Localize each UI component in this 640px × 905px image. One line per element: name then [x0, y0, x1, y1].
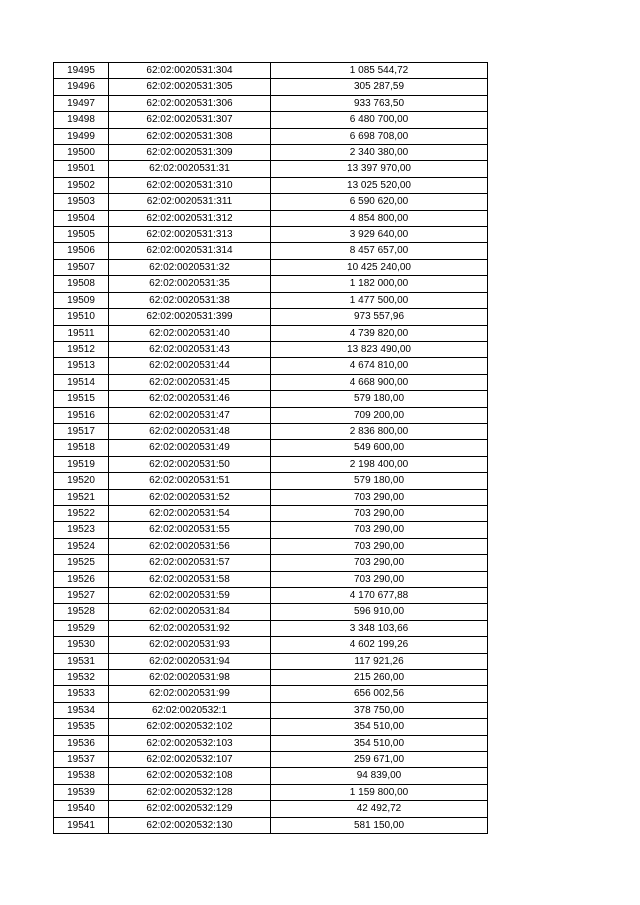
value-cell: 579 180,00 — [271, 391, 488, 407]
value-cell: 581 150,00 — [271, 817, 488, 833]
row-number-cell: 19534 — [54, 702, 109, 718]
row-number-cell: 19536 — [54, 735, 109, 751]
row-number-cell: 19510 — [54, 309, 109, 325]
row-number-cell: 19516 — [54, 407, 109, 423]
table-body — [54, 63, 488, 834]
value-cell: 13 025 520,00 — [271, 177, 488, 193]
cadastral-number-cell: 62:02:0020531:94 — [109, 653, 271, 669]
cadastral-number-cell: 62:02:0020531:93 — [109, 637, 271, 653]
cadastral-number-cell: 62:02:0020532:103 — [109, 735, 271, 751]
row-number-cell: 19525 — [54, 555, 109, 571]
cadastral-number-cell: 62:02:0020531:38 — [109, 292, 271, 308]
value-cell: 13 397 970,00 — [271, 161, 488, 177]
cadastral-number-cell: 62:02:0020532:129 — [109, 801, 271, 817]
value-cell: 596 910,00 — [271, 604, 488, 620]
value-cell: 703 290,00 — [271, 571, 488, 587]
value-cell: 549 600,00 — [271, 440, 488, 456]
row-number-cell: 19538 — [54, 768, 109, 784]
value-cell: 3 929 640,00 — [271, 227, 488, 243]
row-number-cell: 19539 — [54, 784, 109, 800]
row-number-cell: 19507 — [54, 259, 109, 275]
table-row — [54, 128, 488, 144]
cadastral-number-cell: 62:02:0020532:102 — [109, 719, 271, 735]
value-cell: 10 425 240,00 — [271, 259, 488, 275]
row-number-cell: 19496 — [54, 79, 109, 95]
row-number-cell: 19506 — [54, 243, 109, 259]
table-row — [54, 538, 488, 554]
table-row — [54, 161, 488, 177]
value-cell: 703 290,00 — [271, 522, 488, 538]
table-row — [54, 637, 488, 653]
row-number-cell: 19537 — [54, 752, 109, 768]
value-cell: 215 260,00 — [271, 670, 488, 686]
row-number-cell: 19515 — [54, 391, 109, 407]
value-cell: 1 085 544,72 — [271, 63, 488, 79]
value-cell: 354 510,00 — [271, 719, 488, 735]
value-cell: 4 668 900,00 — [271, 374, 488, 390]
table-row — [54, 801, 488, 817]
value-cell: 4 854 800,00 — [271, 210, 488, 226]
value-cell: 656 002,56 — [271, 686, 488, 702]
cadastral-number-cell: 62:02:0020531:399 — [109, 309, 271, 325]
table-row — [54, 210, 488, 226]
table-row — [54, 670, 488, 686]
cadastral-number-cell: 62:02:0020531:31 — [109, 161, 271, 177]
cadastral-number-cell: 62:02:0020532:130 — [109, 817, 271, 833]
value-cell: 973 557,96 — [271, 309, 488, 325]
table-row — [54, 374, 488, 390]
cadastral-number-cell: 62:02:0020531:56 — [109, 538, 271, 554]
value-cell: 703 290,00 — [271, 555, 488, 571]
row-number-cell: 19513 — [54, 358, 109, 374]
table-row — [54, 325, 488, 341]
row-number-cell: 19501 — [54, 161, 109, 177]
table-row — [54, 79, 488, 95]
cadastral-number-cell: 62:02:0020531:44 — [109, 358, 271, 374]
cadastral-number-cell: 62:02:0020531:304 — [109, 63, 271, 79]
table-row — [54, 817, 488, 833]
cadastral-number-cell: 62:02:0020531:307 — [109, 112, 271, 128]
value-cell: 2 340 380,00 — [271, 145, 488, 161]
cadastral-number-cell: 62:02:0020531:32 — [109, 259, 271, 275]
table-row — [54, 752, 488, 768]
cadastral-number-cell: 62:02:0020531:40 — [109, 325, 271, 341]
value-cell: 2 836 800,00 — [271, 423, 488, 439]
row-number-cell: 19529 — [54, 620, 109, 636]
value-cell: 1 182 000,00 — [271, 276, 488, 292]
table-row — [54, 784, 488, 800]
table-row — [54, 63, 488, 79]
value-cell: 3 348 103,66 — [271, 620, 488, 636]
row-number-cell: 19520 — [54, 473, 109, 489]
row-number-cell: 19521 — [54, 489, 109, 505]
table-row — [54, 555, 488, 571]
value-cell: 354 510,00 — [271, 735, 488, 751]
cadastral-number-cell: 62:02:0020531:52 — [109, 489, 271, 505]
table-row — [54, 95, 488, 111]
table-row — [54, 702, 488, 718]
cadastral-number-cell: 62:02:0020531:45 — [109, 374, 271, 390]
cadastral-number-cell: 62:02:0020532:108 — [109, 768, 271, 784]
row-number-cell: 19511 — [54, 325, 109, 341]
value-cell: 1 159 800,00 — [271, 784, 488, 800]
cadastral-number-cell: 62:02:0020531:92 — [109, 620, 271, 636]
value-cell: 259 671,00 — [271, 752, 488, 768]
value-cell: 709 200,00 — [271, 407, 488, 423]
row-number-cell: 19522 — [54, 505, 109, 521]
cadastral-number-cell: 62:02:0020531:312 — [109, 210, 271, 226]
cadastral-number-cell: 62:02:0020531:311 — [109, 194, 271, 210]
row-number-cell: 19517 — [54, 423, 109, 439]
value-cell: 8 457 657,00 — [271, 243, 488, 259]
table-row — [54, 522, 488, 538]
table-row — [54, 407, 488, 423]
cadastral-number-cell: 62:02:0020532:1 — [109, 702, 271, 718]
value-cell: 579 180,00 — [271, 473, 488, 489]
cadastral-number-cell: 62:02:0020531:47 — [109, 407, 271, 423]
table-row — [54, 423, 488, 439]
table-row — [54, 145, 488, 161]
table-row — [54, 391, 488, 407]
cadastral-number-cell: 62:02:0020531:57 — [109, 555, 271, 571]
row-number-cell: 19533 — [54, 686, 109, 702]
row-number-cell: 19498 — [54, 112, 109, 128]
row-number-cell: 19508 — [54, 276, 109, 292]
cadastral-number-cell: 62:02:0020531:309 — [109, 145, 271, 161]
table-row — [54, 243, 488, 259]
value-cell: 13 823 490,00 — [271, 341, 488, 357]
value-cell: 6 480 700,00 — [271, 112, 488, 128]
table-row — [54, 588, 488, 604]
value-cell: 6 698 708,00 — [271, 128, 488, 144]
row-number-cell: 19514 — [54, 374, 109, 390]
row-number-cell: 19524 — [54, 538, 109, 554]
row-number-cell: 19523 — [54, 522, 109, 538]
table-row — [54, 768, 488, 784]
row-number-cell: 19528 — [54, 604, 109, 620]
row-number-cell: 19499 — [54, 128, 109, 144]
cadastral-number-cell: 62:02:0020531:84 — [109, 604, 271, 620]
table-row — [54, 456, 488, 472]
value-cell: 4 674 810,00 — [271, 358, 488, 374]
value-cell: 6 590 620,00 — [271, 194, 488, 210]
value-cell: 4 739 820,00 — [271, 325, 488, 341]
table-row — [54, 292, 488, 308]
value-cell: 117 921,26 — [271, 653, 488, 669]
cadastral-number-cell: 62:02:0020531:305 — [109, 79, 271, 95]
table-row — [54, 358, 488, 374]
row-number-cell: 19535 — [54, 719, 109, 735]
value-cell: 4 602 199,26 — [271, 637, 488, 653]
row-number-cell: 19500 — [54, 145, 109, 161]
cadastral-number-cell: 62:02:0020531:35 — [109, 276, 271, 292]
table-row — [54, 686, 488, 702]
row-number-cell: 19532 — [54, 670, 109, 686]
cadastral-number-cell: 62:02:0020531:55 — [109, 522, 271, 538]
row-number-cell: 19504 — [54, 210, 109, 226]
cadastral-number-cell: 62:02:0020531:313 — [109, 227, 271, 243]
row-number-cell: 19495 — [54, 63, 109, 79]
cadastral-number-cell: 62:02:0020531:58 — [109, 571, 271, 587]
cadastral-number-cell: 62:02:0020531:306 — [109, 95, 271, 111]
row-number-cell: 19526 — [54, 571, 109, 587]
table-row — [54, 194, 488, 210]
cadastral-number-cell: 62:02:0020532:128 — [109, 784, 271, 800]
table-row — [54, 653, 488, 669]
table-row — [54, 489, 488, 505]
table-row — [54, 440, 488, 456]
row-number-cell: 19502 — [54, 177, 109, 193]
value-cell: 933 763,50 — [271, 95, 488, 111]
value-cell: 4 170 677,88 — [271, 588, 488, 604]
cadastral-number-cell: 62:02:0020531:310 — [109, 177, 271, 193]
cadastral-number-cell: 62:02:0020531:48 — [109, 423, 271, 439]
value-cell: 703 290,00 — [271, 505, 488, 521]
cadastral-number-cell: 62:02:0020531:314 — [109, 243, 271, 259]
row-number-cell: 19519 — [54, 456, 109, 472]
value-cell: 703 290,00 — [271, 538, 488, 554]
table-row — [54, 505, 488, 521]
table-row — [54, 112, 488, 128]
value-cell: 305 287,59 — [271, 79, 488, 95]
row-number-cell: 19509 — [54, 292, 109, 308]
value-cell: 42 492,72 — [271, 801, 488, 817]
value-cell: 2 198 400,00 — [271, 456, 488, 472]
table-row — [54, 276, 488, 292]
table-row — [54, 473, 488, 489]
row-number-cell: 19503 — [54, 194, 109, 210]
cadastral-number-cell: 62:02:0020531:98 — [109, 670, 271, 686]
table-row — [54, 259, 488, 275]
row-number-cell: 19527 — [54, 588, 109, 604]
row-number-cell: 19530 — [54, 637, 109, 653]
cadastral-number-cell: 62:02:0020531:308 — [109, 128, 271, 144]
row-number-cell: 19505 — [54, 227, 109, 243]
row-number-cell: 19540 — [54, 801, 109, 817]
table-row — [54, 309, 488, 325]
row-number-cell: 19497 — [54, 95, 109, 111]
value-cell: 703 290,00 — [271, 489, 488, 505]
cadastral-number-cell: 62:02:0020531:49 — [109, 440, 271, 456]
value-cell: 378 750,00 — [271, 702, 488, 718]
value-cell: 1 477 500,00 — [271, 292, 488, 308]
cadastral-number-cell: 62:02:0020531:51 — [109, 473, 271, 489]
cadastral-number-cell: 62:02:0020531:54 — [109, 505, 271, 521]
row-number-cell: 19512 — [54, 341, 109, 357]
table-row — [54, 227, 488, 243]
table-row — [54, 604, 488, 620]
cadastral-number-cell: 62:02:0020531:59 — [109, 588, 271, 604]
cadastral-number-cell: 62:02:0020531:46 — [109, 391, 271, 407]
row-number-cell: 19518 — [54, 440, 109, 456]
table-row — [54, 571, 488, 587]
table-row — [54, 341, 488, 357]
cadastral-number-cell: 62:02:0020531:50 — [109, 456, 271, 472]
row-number-cell: 19541 — [54, 817, 109, 833]
row-number-cell: 19531 — [54, 653, 109, 669]
cadastral-number-cell: 62:02:0020531:43 — [109, 341, 271, 357]
cadastral-number-cell: 62:02:0020531:99 — [109, 686, 271, 702]
table-row — [54, 735, 488, 751]
cadastral-number-cell: 62:02:0020532:107 — [109, 752, 271, 768]
table-row — [54, 177, 488, 193]
value-cell: 94 839,00 — [271, 768, 488, 784]
table-row — [54, 620, 488, 636]
cadastral-value-table — [53, 62, 488, 834]
table-row — [54, 719, 488, 735]
